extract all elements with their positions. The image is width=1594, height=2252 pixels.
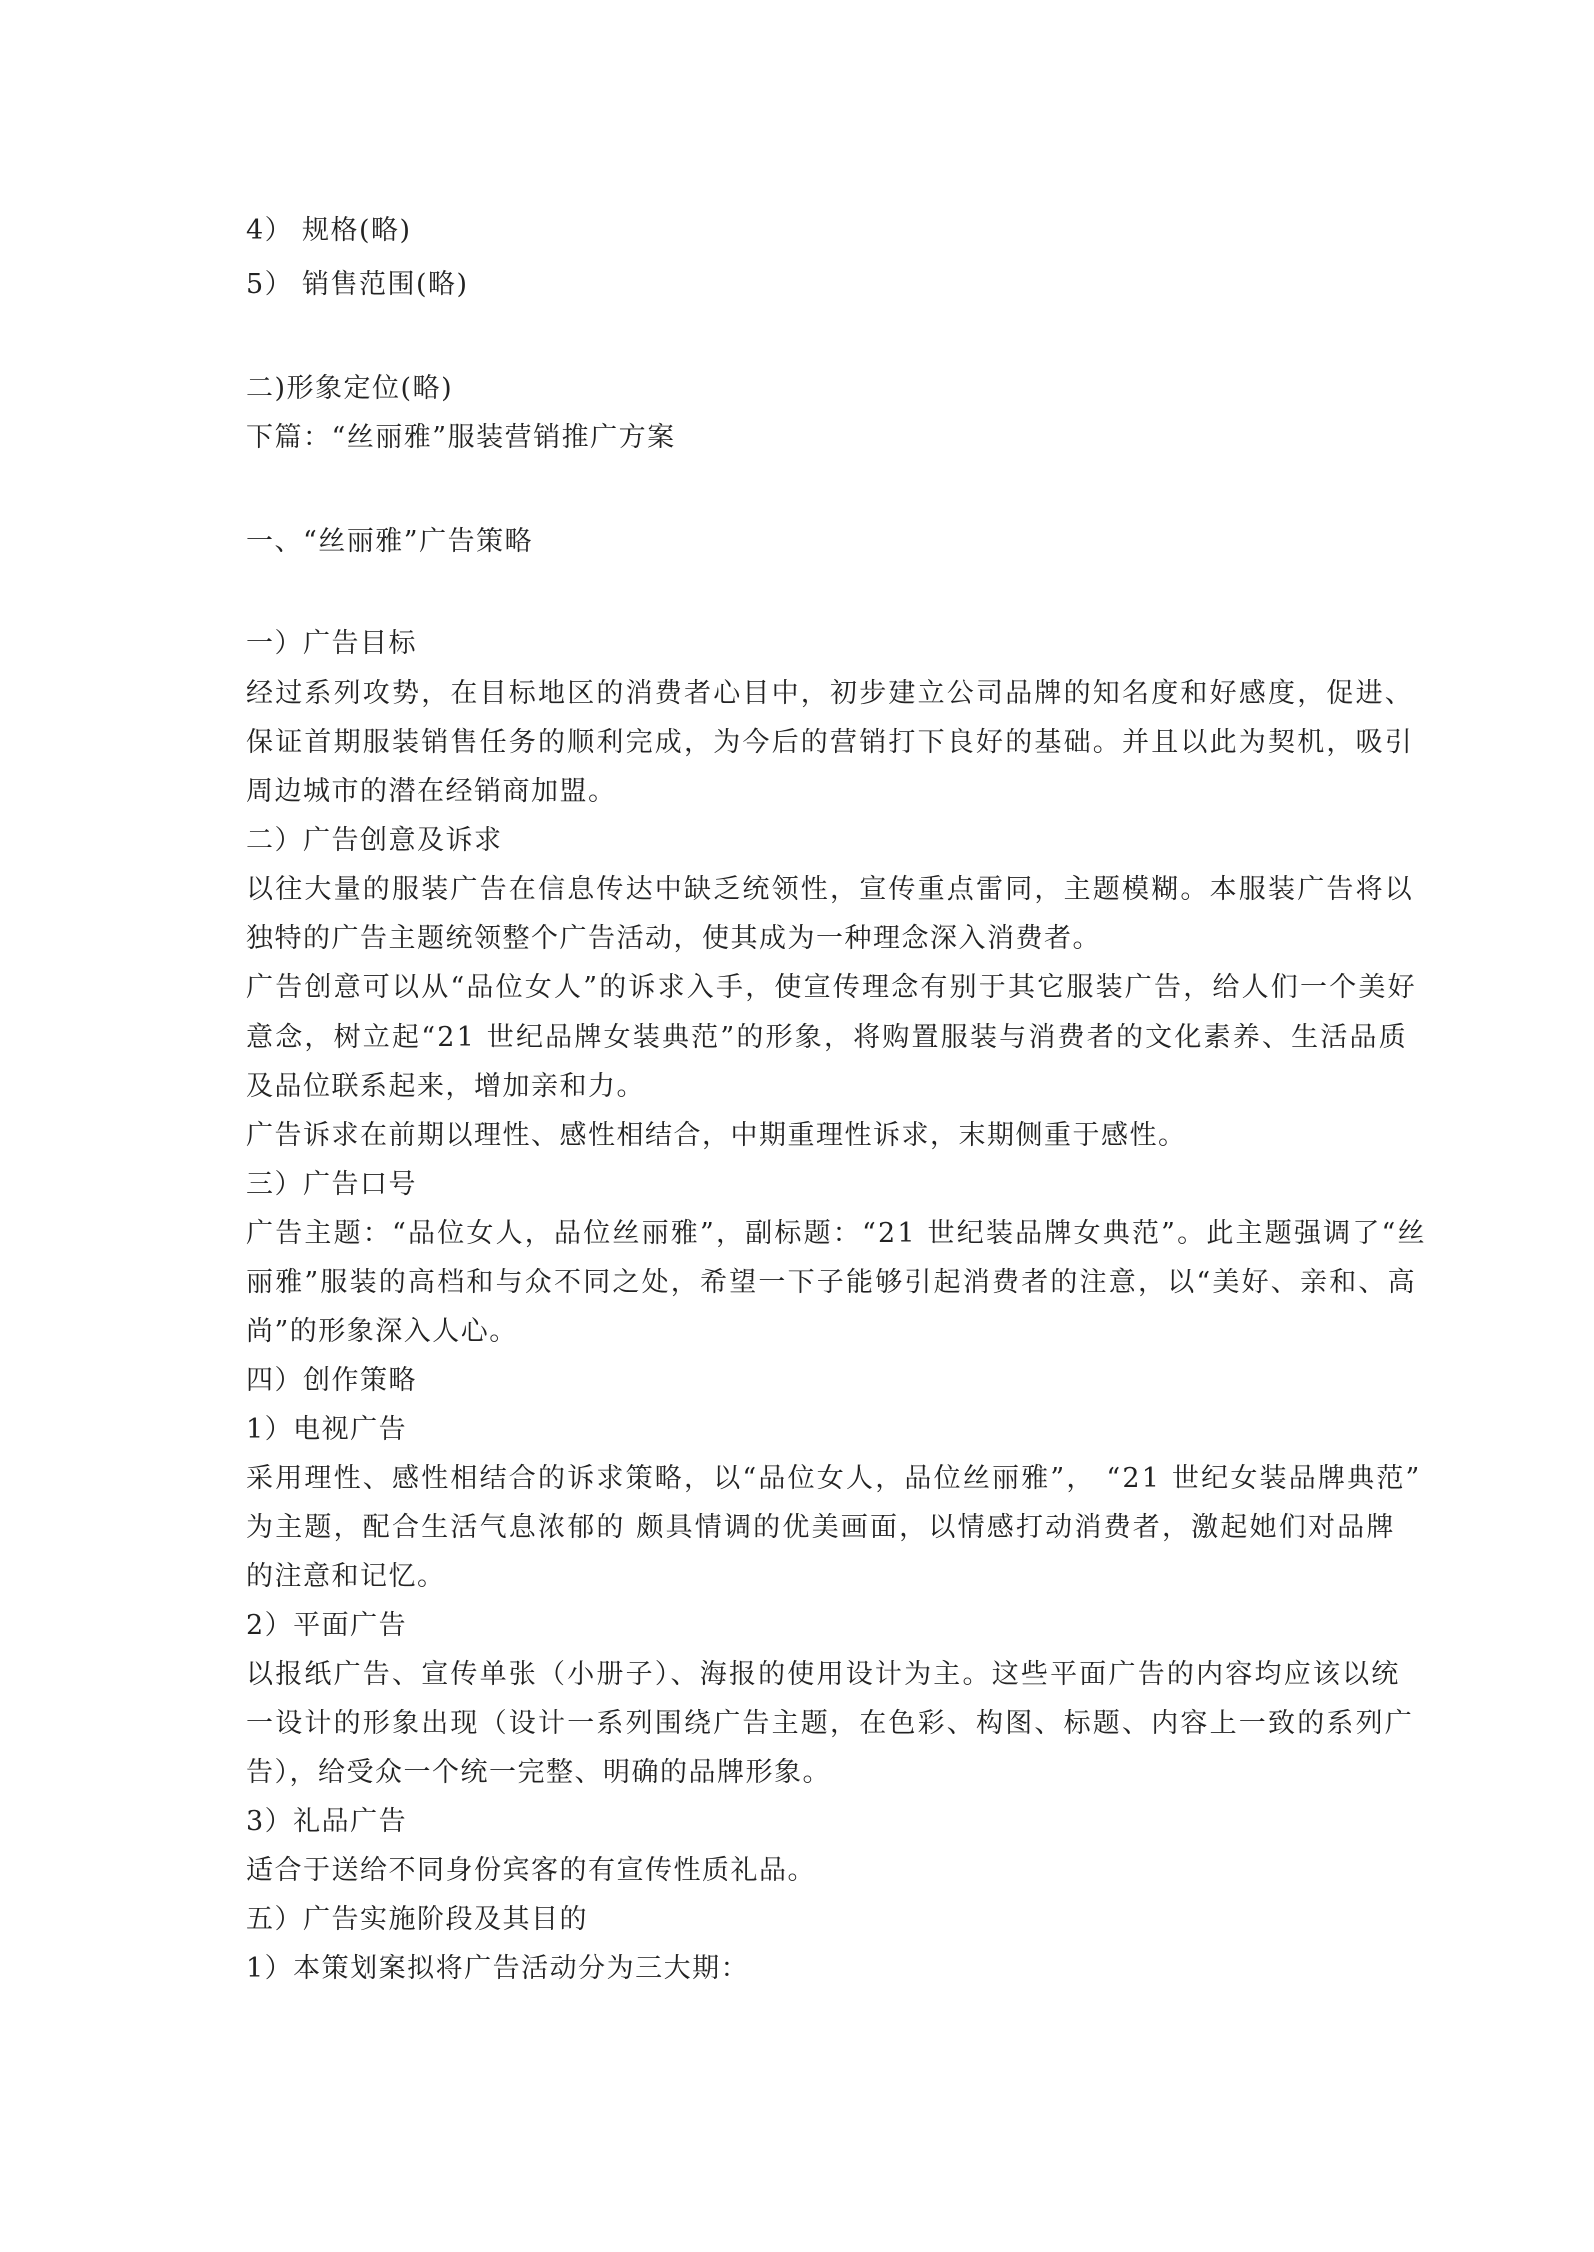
paragraph-line: 周边城市的潜在经销商加盟。 (246, 776, 617, 807)
subheading-tv-ad: 1）电视广告 (246, 1414, 408, 1445)
list-item-text: 销售范围(略) (302, 269, 469, 300)
paragraph-line: 以报纸广告、宣传单张（小册子）、海报的使用设计为主。这些平面广告的内容均应该以统 (246, 1659, 1401, 1690)
paragraph-line: 尚”的形象深入人心。 (246, 1316, 518, 1347)
subheading-gift-ad: 3）礼品广告 (246, 1806, 408, 1837)
paragraph-line: 及品位联系起来，增加亲和力。 (246, 1071, 645, 1102)
paragraph-line: 采用理性、感性相结合的诉求策略，以“品位女人，品位丝丽雅”， “21 世纪女装品牌典范” (246, 1463, 1422, 1494)
list-item-4 (246, 213, 1376, 249)
chapter-title: 一、“丝丽雅”广告策略 (246, 526, 534, 557)
section-heading-phases: 五）广告实施阶段及其目的 (246, 1904, 588, 1935)
section-heading-slogan: 三）广告口号 (246, 1169, 417, 1200)
section-image-heading: 二)形象定位(略) (246, 373, 454, 404)
paragraph-line: 为主题，配合生活气息浓郁的 颇具情调的优美画面，以情感打动消费者，激起她们对品牌 (246, 1512, 1396, 1543)
paragraph-line: 经过系列攻势，在目标地区的消费者心目中，初步建立公司品牌的知名度和好感度，促进、 (246, 678, 1414, 709)
list-item-phases: 1）本策划案拟将广告活动分为三大期： (246, 1953, 750, 1984)
paragraph-line: 适合于送给不同身份宾客的有宣传性质礼品。 (246, 1855, 816, 1886)
section-heading-strategy: 四）创作策略 (246, 1365, 417, 1396)
paragraph-line: 意念，树立起“21 世纪品牌女装典范”的形象，将购置服装与消费者的文化素养、生活品质 (246, 1022, 1408, 1053)
paragraph-line: 保证首期服装销售任务的顺利完成，为今后的营销打下良好的基础。并且以此为契机，吸引 (246, 727, 1414, 758)
subheading-print-ad: 2）平面广告 (246, 1610, 408, 1641)
paragraph-line: 告），给受众一个统一完整、明确的品牌形象。 (246, 1757, 831, 1788)
list-item-text: 规格(略) (302, 215, 412, 246)
list-item-number: 5） (246, 269, 294, 300)
paragraph-line: 广告创意可以从“品位女人”的诉求入手，使宣传理念有别于其它服装广告，给人们一个美好 (246, 972, 1417, 1003)
paragraph-line: 广告主题：“品位女人，品位丝丽雅”，副标题：“21 世纪装品牌女典范”。此主题强调了“丝 (246, 1218, 1427, 1249)
section-heading-ad-goal: 一）广告目标 (246, 628, 417, 659)
paragraph-line: 一设计的形象出现（设计一系列围绕广告主题，在色彩、构图、标题、内容上一致的系列广 (246, 1708, 1414, 1739)
paragraph-line: 独特的广告主题统领整个广告活动，使其成为一种理念深入消费者。 (246, 923, 1101, 954)
list-item-5 (246, 267, 1376, 303)
paragraph-line: 以往大量的服装广告在信息传达中缺乏统领性，宣传重点雷同，主题模糊。本服装广告将以 (246, 874, 1414, 905)
paragraph-line: 的注意和记忆。 (246, 1561, 446, 1592)
section-heading-creative: 二）广告创意及诉求 (246, 825, 503, 856)
part-title: 下篇：“丝丽雅”服装营销推广方案 (246, 422, 676, 453)
paragraph-line: 广告诉求在前期以理性、感性相结合，中期重理性诉求，末期侧重于感性。 (246, 1120, 1187, 1151)
paragraph-line: 丽雅”服装的高档和与众不同之处，希望一下子能够引起消费者的注意，以“美好、亲和、高 (246, 1267, 1417, 1298)
list-item-number: 4） (246, 215, 294, 246)
